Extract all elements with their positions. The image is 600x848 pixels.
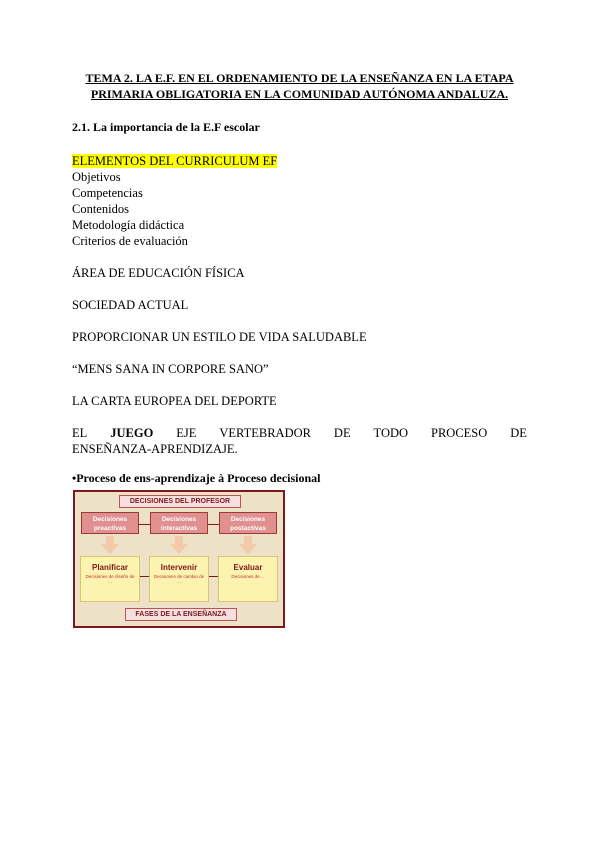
- document-page: [72, 70, 527, 486]
- arrow-stem: [106, 536, 114, 544]
- list-item: Contenidos: [72, 202, 129, 216]
- paragraph: SOCIEDAD ACTUAL: [72, 298, 189, 312]
- paragraph: PROPORCIONAR UN ESTILO DE VIDA SALUDABLE: [72, 330, 367, 344]
- decision-box-preactive: Decisiones preactivas: [81, 512, 139, 534]
- curriculum-list: [72, 153, 527, 249]
- juego-line-2: ENSEÑANZA-APRENDIZAJE.: [72, 442, 238, 456]
- list-item: Metodología didáctica: [72, 218, 185, 232]
- word: EJE: [176, 426, 197, 440]
- list-item: Competencias: [72, 186, 143, 200]
- paragraph: LA CARTA EUROPEA DEL DEPORTE: [72, 394, 277, 408]
- word: PROCESO: [431, 426, 488, 440]
- top-banner: DECISIONES DEL PROFESOR: [119, 495, 241, 508]
- down-arrow-icon: [239, 544, 257, 554]
- decision-box-interactive: Decisiones interactivas: [150, 512, 208, 534]
- phase-box-planificar: Planificar Decisiones de diseño de ...: [80, 556, 140, 602]
- word: EL: [72, 426, 88, 440]
- juego-paragraph: [72, 425, 527, 457]
- bottom-banner: FASES DE LA ENSEÑANZA: [125, 608, 237, 621]
- word-bold: JUEGO: [110, 426, 154, 440]
- list-item: Objetivos: [72, 170, 121, 184]
- paragraph: ÁREA DE EDUCACIÓN FÍSICA: [72, 266, 245, 280]
- decision-box-postactive: Decisiones postactivas: [219, 512, 277, 534]
- paragraph: “MENS SANA IN CORPORE SANO”: [72, 362, 269, 376]
- title-line-2: PRIMARIA OBLIGATORIA EN LA COMUNIDAD AUTÓNOMA ANDALUZA.: [90, 87, 509, 101]
- word: DE: [333, 426, 351, 440]
- decision-process-diagram: [73, 490, 285, 628]
- title-line-1: TEMA 2. LA E.F. EN EL ORDENAMIENTO DE LA ENSEÑANZA EN LA ETAPA: [85, 71, 514, 85]
- phase-box-intervenir: Intervenir Decisiones de cambio de ...: [149, 556, 209, 602]
- bullet-title: •Proceso de ens-aprendizaje à Proceso decisional: [72, 471, 321, 485]
- section-heading: 2.1. La importancia de la E.F escolar: [72, 120, 260, 134]
- list-item: Criterios de evaluación: [72, 234, 188, 248]
- word: TODO: [373, 426, 409, 440]
- word: VERTEBRADOR: [219, 426, 311, 440]
- phase-box-evaluar: Evaluar Decisiones de ...: [218, 556, 278, 602]
- document-title: [72, 70, 527, 102]
- highlighted-heading: ELEMENTOS DEL CURRICULUM EF: [72, 154, 278, 168]
- down-arrow-icon: [170, 544, 188, 554]
- arrow-stem: [175, 536, 183, 544]
- down-arrow-icon: [101, 544, 119, 554]
- word: DE: [510, 426, 527, 440]
- arrow-stem: [244, 536, 252, 544]
